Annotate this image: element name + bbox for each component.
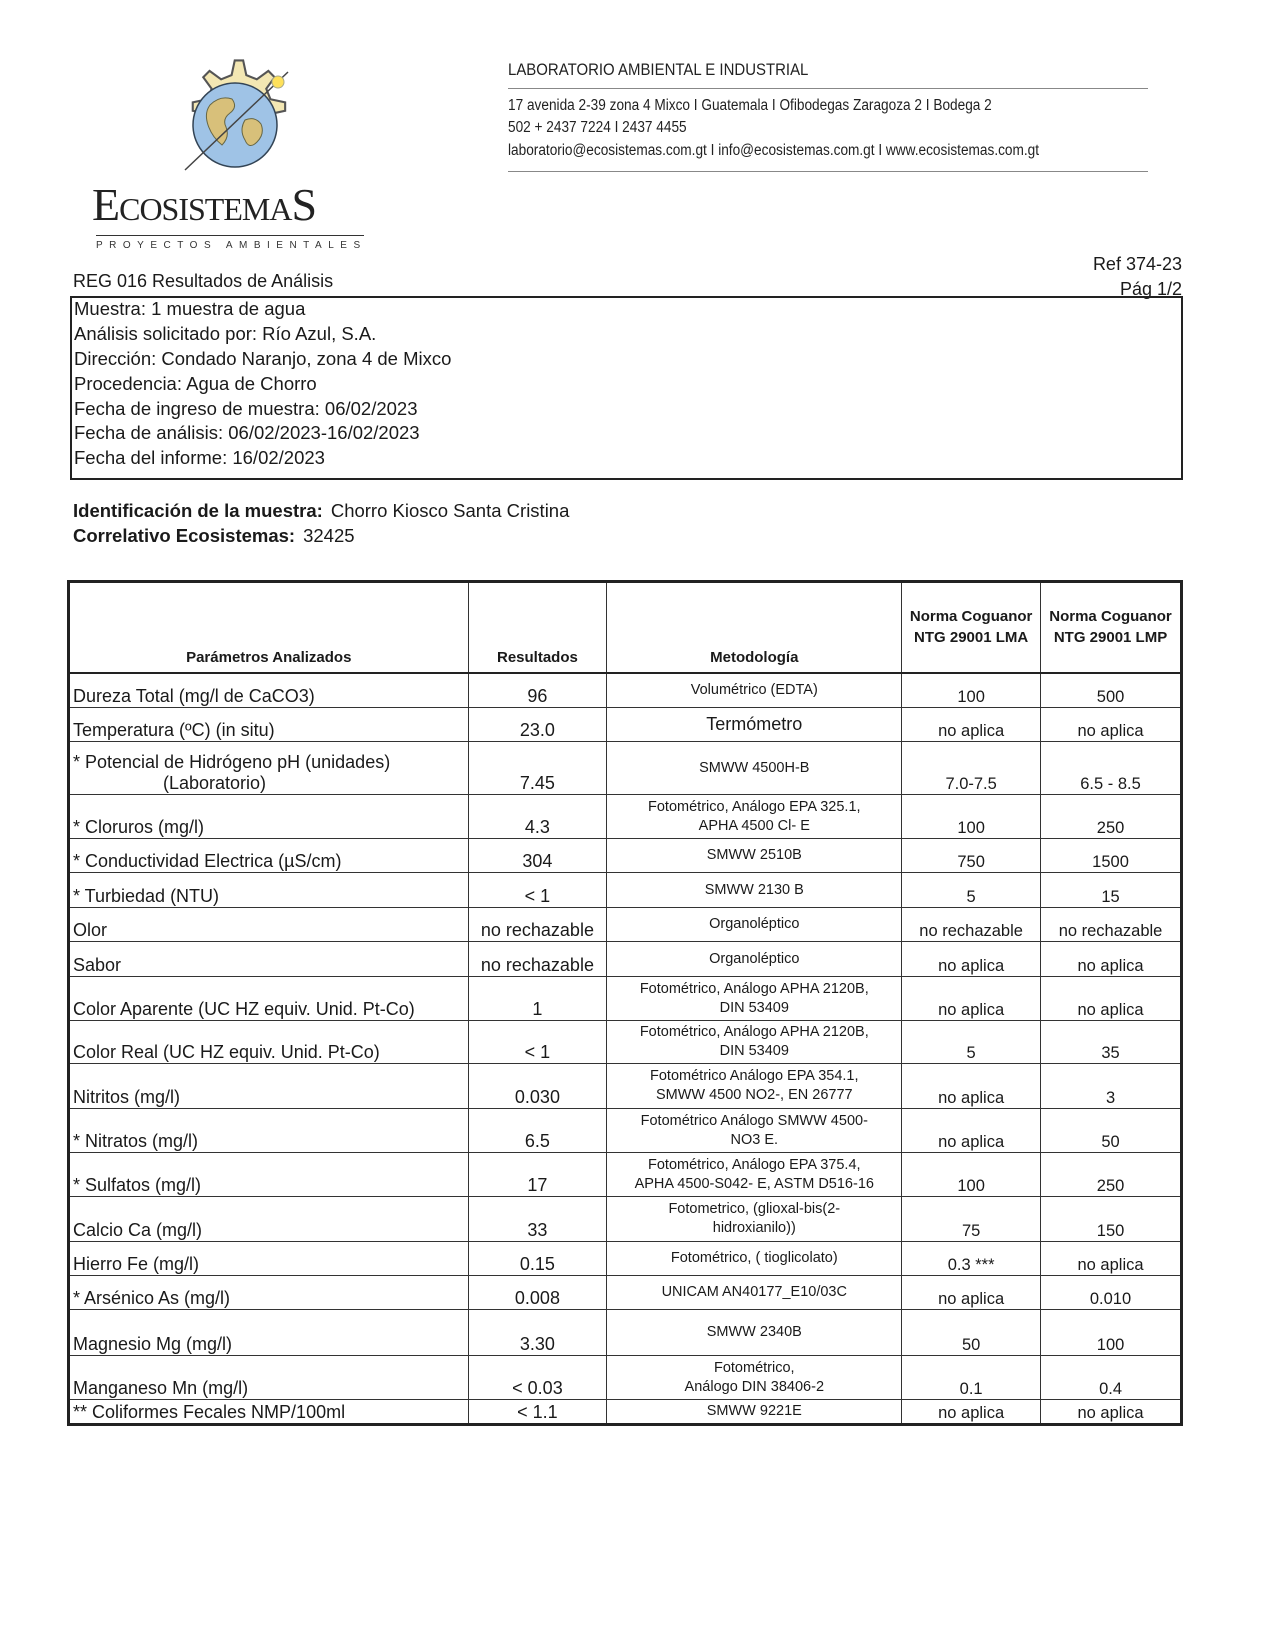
parameter-name: Dureza Total (mg/l de CaCO3) xyxy=(73,686,315,706)
parameter-name: Nitritos (mg/l) xyxy=(73,1087,180,1107)
method-text: SMWW 2510B xyxy=(706,847,802,863)
cell-lma: no aplica xyxy=(902,977,1041,1021)
method-text-line2: Análogo DIN 38406-2 xyxy=(684,1378,825,1395)
table-header-row xyxy=(69,582,1182,673)
cell-lmp: 15 xyxy=(1041,873,1182,908)
cell-result: < 0.03 xyxy=(468,1356,607,1400)
cell-result: < 1.1 xyxy=(468,1400,607,1425)
method-text: Fotométrico, Análogo EPA 375.4, xyxy=(648,1156,861,1173)
method-text: SMWW 4500H-B xyxy=(699,759,810,776)
cell-parameter xyxy=(69,942,469,977)
table-row xyxy=(69,839,1182,873)
cell-parameter xyxy=(69,1109,469,1153)
cell-result: 3.30 xyxy=(468,1310,607,1356)
parameter-name: Magnesio Mg (mg/l) xyxy=(73,1334,233,1354)
document-title: REG 016 Resultados de Análisis xyxy=(73,271,334,291)
method-text: UNICAM AN40177_E10/03C xyxy=(661,1284,847,1300)
method-text: SMWW 2340B xyxy=(706,1324,802,1340)
cell-method xyxy=(607,1064,902,1109)
cell-method xyxy=(607,1153,902,1197)
cell-method xyxy=(607,1109,902,1153)
table-row xyxy=(69,1310,1182,1356)
cell-lma: 50 xyxy=(902,1310,1041,1356)
parameter-name: * Arsénico As (mg/l) xyxy=(73,1288,231,1308)
cell-parameter xyxy=(69,1064,469,1109)
cell-result: 304 xyxy=(468,839,607,873)
cell-lma: no aplica xyxy=(902,1064,1041,1109)
parameter-name: * Cloruros (mg/l) xyxy=(73,817,205,837)
method-text: Organoléptico xyxy=(709,950,800,967)
logo-name: EcosistemaS xyxy=(92,179,317,230)
info-solicitado: Análisis solicitado por: Río Azul, S.A. xyxy=(74,323,377,344)
cell-method xyxy=(607,1276,902,1310)
method-text: Fotométrico, Análogo EPA 325.1, xyxy=(648,798,861,815)
lab-name: LABORATORIO AMBIENTAL E INDUSTRIAL xyxy=(508,60,809,79)
cell-lmp: no aplica xyxy=(1041,1400,1182,1425)
parameter-name: * Conductividad Electrica (µS/cm) xyxy=(73,851,342,871)
table-row xyxy=(69,742,1182,795)
parameter-name: ** Coliformes Fecales NMP/100ml xyxy=(73,1402,346,1422)
cell-lmp: 3 xyxy=(1041,1064,1182,1109)
cell-lma: no rechazable xyxy=(902,908,1041,942)
cell-lma: 100 xyxy=(902,795,1041,839)
cell-result: 0.030 xyxy=(468,1064,607,1109)
results-table xyxy=(67,580,1183,1426)
parameter-name: Temperatura (ºC) (in situ) xyxy=(73,720,275,740)
table-row xyxy=(69,1356,1182,1400)
correlative-label: Correlativo Ecosistemas: xyxy=(73,525,296,546)
cell-parameter xyxy=(69,742,469,795)
cell-lmp: 0.010 xyxy=(1041,1276,1182,1310)
cell-lma: 750 xyxy=(902,839,1041,873)
cell-lma: no aplica xyxy=(902,1400,1041,1425)
parameter-name: * Sulfatos (mg/l) xyxy=(73,1175,202,1195)
info-procedencia: Procedencia: Agua de Chorro xyxy=(74,373,317,394)
method-text: Fotométrico, xyxy=(713,1359,795,1376)
table-row xyxy=(69,1197,1182,1242)
cell-method xyxy=(607,1021,902,1064)
cell-parameter xyxy=(69,1276,469,1310)
cell-result: no rechazable xyxy=(468,908,607,942)
cell-lmp: 50 xyxy=(1041,1109,1182,1153)
cell-parameter xyxy=(69,1400,469,1425)
table-row xyxy=(69,977,1182,1021)
cell-method xyxy=(607,1356,902,1400)
cell-lma: 7.0-7.5 xyxy=(902,742,1041,795)
page-number: Pág 1/2 xyxy=(1119,279,1182,299)
cell-method xyxy=(607,1310,902,1356)
cell-parameter xyxy=(69,673,469,708)
cell-lmp: no rechazable xyxy=(1041,908,1182,942)
cell-method xyxy=(607,708,902,742)
table-row xyxy=(69,673,1182,708)
cell-result: < 1 xyxy=(468,873,607,908)
sample-identification xyxy=(73,500,569,522)
cell-method xyxy=(607,873,902,908)
header-divider-top xyxy=(508,88,1148,89)
cell-parameter xyxy=(69,1310,469,1356)
cell-method xyxy=(607,1400,902,1425)
cell-lma: 5 xyxy=(902,1021,1041,1064)
cell-lma: 100 xyxy=(902,1153,1041,1197)
info-muestra: Muestra: 1 muestra de agua xyxy=(74,298,306,319)
lab-web: laboratorio@ecosistemas.com.gt I info@ecosistemas.com.gt I www.ecosistemas.com.gt xyxy=(508,142,1040,159)
table-row xyxy=(69,708,1182,742)
parameter-name: Color Aparente (UC HZ equiv. Unid. Pt-Co) xyxy=(73,999,415,1019)
cell-lmp: 6.5 - 8.5 xyxy=(1041,742,1182,795)
table-row xyxy=(69,942,1182,977)
table-row xyxy=(69,1153,1182,1197)
correlative-value: 32425 xyxy=(303,525,355,546)
header-lmp: Norma Coguanor NTG 29001 LMP xyxy=(1041,582,1182,673)
parameter-name: Color Real (UC HZ equiv. Unid. Pt-Co) xyxy=(73,1042,380,1062)
parameter-name: Calcio Ca (mg/l) xyxy=(73,1220,203,1240)
parameter-name: Olor xyxy=(73,920,108,940)
cell-lma: 0.3 *** xyxy=(902,1242,1041,1276)
cell-parameter xyxy=(69,839,469,873)
method-text: Organoléptico xyxy=(709,916,800,932)
cell-method xyxy=(607,795,902,839)
logo-divider xyxy=(96,235,364,236)
method-text: Fotométrico, Análogo APHA 2120B, xyxy=(639,1024,869,1040)
cell-result: < 1 xyxy=(468,1021,607,1064)
cell-lmp: 35 xyxy=(1041,1021,1182,1064)
method-text: Volumétrico (EDTA) xyxy=(690,681,818,698)
method-text-line2: hidroxianilo)) xyxy=(712,1220,796,1236)
method-text: Fotométrico, ( tioglicolato) xyxy=(670,1250,838,1266)
method-text: Fotométrico, Análogo APHA 2120B, xyxy=(639,980,869,997)
parameter-name-line2: (Laboratorio) xyxy=(163,773,267,793)
method-text-line2: APHA 4500 Cl- E xyxy=(698,817,810,834)
cell-result: 4.3 xyxy=(468,795,607,839)
cell-result: 0.15 xyxy=(468,1242,607,1276)
method-text-line2: SMWW 4500 NO2-, EN 26777 xyxy=(655,1087,853,1103)
cell-parameter xyxy=(69,1153,469,1197)
table-row xyxy=(69,1109,1182,1153)
header-parametros: Parámetros Analizados xyxy=(69,582,469,673)
reference-number: Ref 374-23 xyxy=(1092,254,1182,274)
logo-tagline: PROYECTOS AMBIENTALES xyxy=(96,240,367,251)
cell-lmp: 100 xyxy=(1041,1310,1182,1356)
cell-lmp: no aplica xyxy=(1041,977,1182,1021)
cell-parameter xyxy=(69,1356,469,1400)
method-text: Fotométrico Análogo SMWW 4500- xyxy=(640,1112,868,1129)
header-resultados: Resultados xyxy=(468,582,607,673)
cell-lma: no aplica xyxy=(902,1276,1041,1310)
cell-method xyxy=(607,1242,902,1276)
method-text: Fotométrico Análogo EPA 354.1, xyxy=(650,1068,859,1084)
cell-parameter xyxy=(69,977,469,1021)
cell-result: 7.45 xyxy=(468,742,607,795)
cell-result: 6.5 xyxy=(468,1109,607,1153)
header-divider-bottom xyxy=(508,171,1148,172)
table-row xyxy=(69,908,1182,942)
header-metodologia: Metodología xyxy=(607,582,902,673)
cell-result: 17 xyxy=(468,1153,607,1197)
cell-result: 23.0 xyxy=(468,708,607,742)
cell-method xyxy=(607,1197,902,1242)
cell-lma: 100 xyxy=(902,673,1041,708)
cell-lmp: no aplica xyxy=(1041,708,1182,742)
table-row xyxy=(69,1400,1182,1425)
cell-parameter xyxy=(69,1197,469,1242)
method-text: Termómetro xyxy=(706,714,803,734)
cell-result: 33 xyxy=(468,1197,607,1242)
table-row xyxy=(69,1064,1182,1109)
company-logo xyxy=(92,50,372,250)
cell-result: no rechazable xyxy=(468,942,607,977)
cell-lma: no aplica xyxy=(902,942,1041,977)
parameter-name: * Potencial de Hidrógeno pH (unidades) xyxy=(73,752,391,772)
cell-parameter xyxy=(69,708,469,742)
cell-method xyxy=(607,742,902,795)
cell-method xyxy=(607,942,902,977)
cell-parameter xyxy=(69,795,469,839)
table-row xyxy=(69,1276,1182,1310)
method-text-line2: NO3 E. xyxy=(730,1131,779,1148)
cell-lma: 75 xyxy=(902,1197,1041,1242)
cell-lmp: 1500 xyxy=(1041,839,1182,873)
cell-parameter xyxy=(69,1242,469,1276)
cell-lma: 5 xyxy=(902,873,1041,908)
cell-lma: no aplica xyxy=(902,1109,1041,1153)
method-text-line2: APHA 4500-S042- E, ASTM D516-16 xyxy=(634,1175,874,1192)
cell-lmp: no aplica xyxy=(1041,1242,1182,1276)
cell-lma: 0.1 xyxy=(902,1356,1041,1400)
cell-method xyxy=(607,908,902,942)
cell-lmp: 250 xyxy=(1041,1153,1182,1197)
cell-lmp: no aplica xyxy=(1041,942,1182,977)
cell-lmp: 250 xyxy=(1041,795,1182,839)
sample-info-box xyxy=(70,296,1183,480)
cell-lmp: 500 xyxy=(1041,673,1182,708)
info-fecha-ingreso: Fecha de ingreso de muestra: 06/02/2023 xyxy=(74,398,418,419)
parameter-name: Manganeso Mn (mg/l) xyxy=(73,1378,249,1398)
info-direccion: Dirección: Condado Naranjo, zona 4 de Mixco xyxy=(74,348,452,369)
info-fecha-informe: Fecha del informe: 16/02/2023 xyxy=(74,447,325,468)
table-row xyxy=(69,1021,1182,1064)
parameter-name: Hierro Fe (mg/l) xyxy=(73,1254,200,1274)
identification-value: Chorro Kiosco Santa Cristina xyxy=(330,500,570,521)
table-row xyxy=(69,873,1182,908)
cell-parameter xyxy=(69,1021,469,1064)
cell-method xyxy=(607,977,902,1021)
cell-parameter xyxy=(69,908,469,942)
cell-method xyxy=(607,673,902,708)
lab-phones: 502 + 2437 7224 I 2437 4455 xyxy=(508,119,687,136)
method-text-line2: DIN 53409 xyxy=(719,1043,789,1059)
cell-parameter xyxy=(69,873,469,908)
identification-label: Identificación de la muestra: xyxy=(73,500,323,521)
cell-result: 0.008 xyxy=(468,1276,607,1310)
cell-method xyxy=(607,839,902,873)
cell-lma: no aplica xyxy=(902,708,1041,742)
parameter-name: Sabor xyxy=(73,955,122,975)
cell-result: 1 xyxy=(468,977,607,1021)
cell-result: 96 xyxy=(468,673,607,708)
method-text-line2: DIN 53409 xyxy=(719,999,789,1016)
method-text: SMWW 2130 B xyxy=(704,881,804,898)
cell-lmp: 150 xyxy=(1041,1197,1182,1242)
method-text: SMWW 9221E xyxy=(706,1403,802,1419)
cell-lmp: 0.4 xyxy=(1041,1356,1182,1400)
lab-address: 17 avenida 2-39 zona 4 Mixco I Guatemala I Ofibodegas Zaragoza 2 I Bodega 2 xyxy=(508,97,992,114)
info-fecha-analisis: Fecha de análisis: 06/02/2023-16/02/2023 xyxy=(74,422,420,443)
method-text: Fotometrico, (glioxal-bis(2- xyxy=(668,1201,841,1217)
table-row xyxy=(69,1242,1182,1276)
header-lma: Norma Coguanor NTG 29001 LMA xyxy=(902,582,1041,673)
parameter-name: * Turbiedad (NTU) xyxy=(73,886,220,906)
sample-correlative xyxy=(73,525,355,547)
table-row xyxy=(69,795,1182,839)
parameter-name: * Nitratos (mg/l) xyxy=(73,1131,199,1151)
